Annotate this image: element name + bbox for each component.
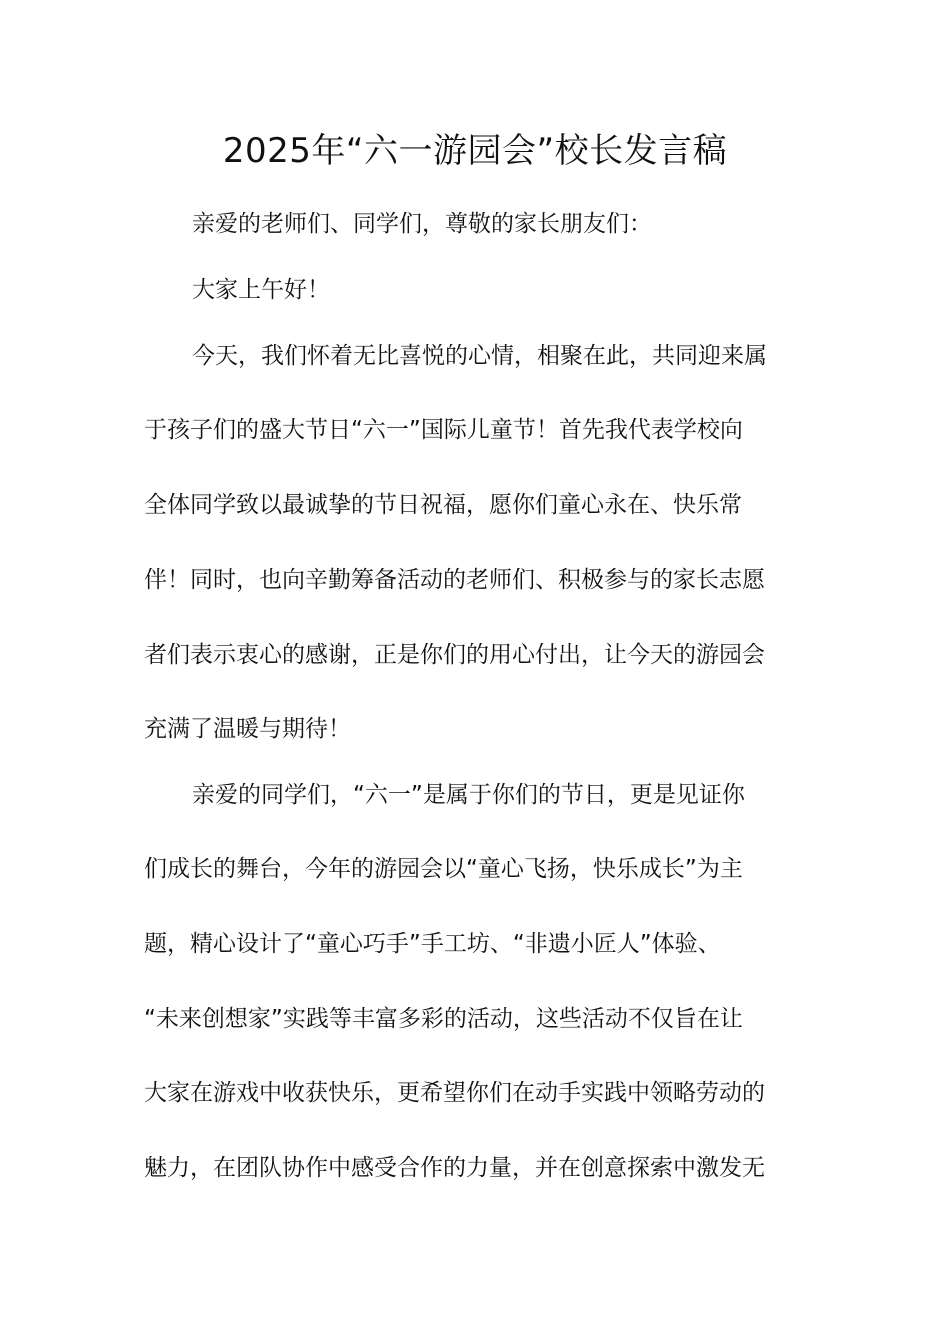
paragraph1-line: 充满了温暖与期待！ bbox=[144, 716, 351, 742]
greeting-line: 亲爱的老师们、同学们，尊敬的家长朋友们： bbox=[192, 211, 652, 237]
paragraph2-line: 亲爱的同学们，“六一”是属于你们的节日，更是见证你 bbox=[192, 782, 745, 808]
paragraph2-line: “未来创想家”实践等丰富多彩的活动，这些活动不仅旨在让 bbox=[144, 1006, 743, 1032]
paragraph2-line: 魅力，在团队协作中感受合作的力量，并在创意探索中激发无 bbox=[144, 1155, 765, 1181]
paragraph1-line: 伴！同时，也向辛勤筹备活动的老师们、积极参与的家长志愿 bbox=[144, 567, 765, 593]
paragraph1-line: 全体同学致以最诚挚的节日祝福，愿你们童心永在、快乐常 bbox=[144, 492, 742, 518]
paragraph1-line: 今天，我们怀着无比喜悦的心情，相聚在此，共同迎来属 bbox=[192, 343, 767, 369]
paragraph2-line: 们成长的舞台，今年的游园会以“童心飞扬，快乐成长”为主 bbox=[144, 856, 743, 882]
paragraph1-line: 于孩子们的盛大节日“六一”国际儿童节！首先我代表学校向 bbox=[144, 417, 743, 443]
paragraph1-line: 者们表示衷心的感谢，正是你们的用心付出，让今天的游园会 bbox=[144, 642, 765, 668]
paragraph2-line: 大家在游戏中收获快乐，更希望你们在动手实践中领略劳动的 bbox=[144, 1080, 765, 1106]
paragraph2-line: 题，精心设计了“童心巧手”手工坊、“非遗小匠人”体验、 bbox=[144, 931, 721, 957]
opening-line: 大家上午好！ bbox=[192, 277, 330, 303]
document-title: 2025年“六一游园会”校长发言稿 bbox=[222, 131, 728, 171]
